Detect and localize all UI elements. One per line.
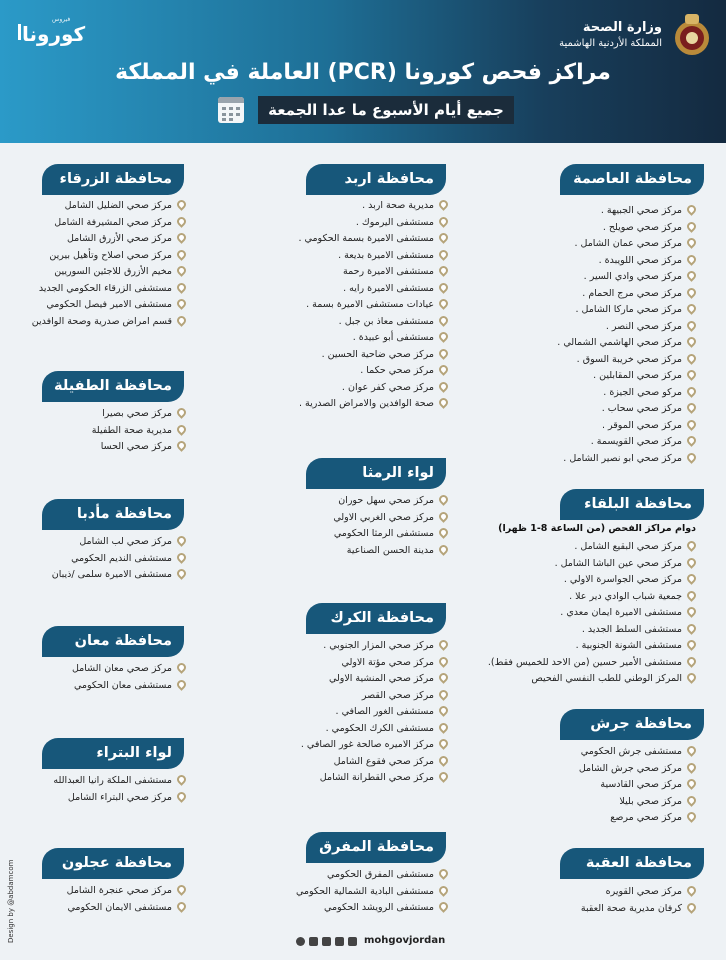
health-center-item [582, 286, 696, 302]
logo-main-text: كورونا [22, 22, 86, 46]
location-pin-icon [685, 451, 698, 464]
health-center-label: مركز صحي المنشية الاولي [328, 673, 434, 684]
health-center-label: مستشفى الغور الصافي . [335, 706, 434, 717]
location-pin-icon [437, 867, 450, 880]
health-center-item [336, 704, 448, 720]
health-center-label: مستشفى الاميرة رحمة [343, 266, 434, 277]
health-center-item [564, 572, 696, 588]
location-pin-icon [175, 551, 188, 564]
health-center-label: مركز صحي جرش الشامل [578, 762, 682, 774]
region-header-karak: محافظة الكرك [306, 603, 446, 634]
health-center-item [322, 347, 448, 363]
health-center-label: مركز صحي الجواسرة الاولي . [563, 574, 682, 585]
health-center-item [72, 661, 186, 677]
health-center-item [338, 248, 448, 264]
region-header-balqa: محافظة البلقاء [560, 489, 704, 520]
health-center-label: مستشفى الرمثا الحكومي [333, 528, 434, 539]
health-center-item [606, 884, 696, 900]
location-pin-icon [175, 264, 188, 277]
health-center-item [343, 281, 448, 297]
health-center-item [329, 671, 448, 687]
location-pin-icon [437, 231, 450, 244]
health-center-item [74, 678, 186, 694]
location-pin-icon [175, 773, 188, 786]
health-center-label: مركز صحي بصيرا [102, 408, 172, 419]
location-pin-icon [175, 281, 188, 294]
location-pin-icon [685, 572, 698, 585]
location-pin-icon [437, 330, 450, 343]
health-center-item [339, 314, 448, 330]
health-center-label: مركز صحي الأزرق الشامل [66, 233, 172, 244]
location-pin-icon [437, 510, 450, 523]
health-center-label: مركز صحي مؤتة الاولي [341, 656, 434, 668]
health-center-label: مستشفى الامير فيصل الحكومي [46, 299, 172, 310]
health-center-label: مركز صحي الموقر . [601, 419, 682, 431]
health-center-label: مستشفى اليرموك . [355, 216, 434, 228]
health-center-item [323, 638, 448, 654]
location-pin-icon [437, 248, 450, 261]
health-center-label: مركز صحي الجبيهة . [600, 205, 682, 216]
region-header-aqaba: محافظة العقبة [560, 848, 704, 879]
header [0, 0, 726, 143]
region-header-ajloun: محافظة عجلون [42, 848, 184, 879]
health-center-item [560, 605, 696, 621]
health-center-label: مركز صحي القويسمة . [590, 436, 682, 447]
health-center-item [600, 777, 696, 793]
health-center-label: صحة الوافدين والامراض الصدرية . [298, 398, 434, 409]
region-header-ramtha: لواء الرمثا [306, 458, 446, 489]
location-pin-icon [175, 661, 188, 674]
location-pin-icon [175, 231, 188, 244]
health-center-label: مستشفى الاميرة رايه . [343, 282, 434, 294]
health-center-item [557, 335, 696, 351]
health-center-label: مركز صحي مرصع [610, 812, 682, 823]
location-pin-icon [437, 543, 450, 556]
location-pin-icon [437, 396, 450, 409]
health-center-label: مركز صحي حكما . [360, 365, 434, 376]
crest-icon [670, 10, 714, 60]
location-pin-icon [685, 539, 698, 552]
health-center-item [71, 551, 186, 567]
health-center-item [53, 773, 186, 789]
health-center-label: مركز صحي المشيرفة الشامل [54, 216, 172, 228]
location-pin-icon [437, 526, 450, 539]
health-center-item [591, 434, 696, 450]
location-pin-icon [437, 688, 450, 701]
health-center-label: مستشفى النديم الحكومي [71, 552, 172, 564]
health-center-label: مستشفى المفرق الحكومي [327, 869, 434, 880]
location-pin-icon [437, 884, 450, 897]
location-pin-icon [685, 655, 698, 668]
subtitle: جميع أيام الأسبوع ما عدا الجمعة [258, 96, 514, 124]
location-pin-icon [437, 638, 450, 651]
health-center-item [619, 794, 696, 810]
health-center-item [67, 231, 186, 247]
region-header-madaba: محافظة مأدبا [42, 499, 184, 530]
health-center-item [67, 883, 186, 899]
region-header-jerash: محافظة جرش [560, 709, 704, 740]
health-center-item [301, 737, 448, 753]
health-center-label: مركز صحي المزار الجنوبي . [323, 640, 434, 651]
health-center-item [39, 281, 186, 297]
web-icon[interactable] [296, 937, 305, 946]
health-center-item [32, 314, 186, 330]
health-center-label: كرفان مديرية صحة العقبة [580, 902, 682, 914]
location-pin-icon [437, 363, 450, 376]
health-center-item [46, 297, 186, 313]
health-center-item [577, 352, 696, 368]
location-pin-icon [685, 385, 698, 398]
health-center-item [606, 319, 696, 335]
health-center-label: مركو صحي الجيزة . [603, 386, 682, 398]
location-pin-icon [685, 901, 698, 914]
health-center-label: مستشفى الشونة الجنوبية . [575, 640, 682, 651]
health-center-label: مستشفى الاميرة بديعة . [338, 249, 434, 261]
health-center-item [334, 526, 448, 542]
health-center-item [569, 589, 696, 605]
health-center-item [584, 269, 696, 285]
logo-small-text: فيروس [52, 16, 71, 23]
location-pin-icon [175, 567, 188, 580]
ministry-name: وزارة الصحة [582, 20, 662, 35]
health-center-label: مستشفى البادية الشمالية الحكومي [295, 885, 434, 897]
twitter-icon[interactable] [322, 937, 331, 946]
health-center-label: مركز صحي عنجرة الشامل [66, 885, 172, 896]
location-pin-icon [685, 589, 698, 602]
health-center-label: مستشفى الاميرة سلمى /ذيبان [51, 569, 172, 580]
location-pin-icon [437, 493, 450, 506]
location-pin-icon [437, 770, 450, 783]
health-center-item [326, 721, 448, 737]
location-pin-icon [685, 253, 698, 266]
health-center-label: مركز صحي البتراء الشامل [67, 791, 172, 803]
location-pin-icon [175, 790, 188, 803]
location-pin-icon [685, 671, 698, 684]
health-center-item [65, 198, 186, 214]
health-center-label: مركز صحي القطرانة الشامل [319, 772, 434, 783]
health-center-item [79, 534, 186, 550]
health-center-label: مركز صحي اللويبدة . [598, 254, 682, 266]
location-pin-icon [437, 704, 450, 717]
location-pin-icon [437, 198, 450, 211]
health-center-label: مستشفى الزرقاء الحكومي الجديد [38, 282, 172, 294]
instagram-icon[interactable] [335, 937, 344, 946]
health-center-label: مستشفى معان الحكومي [73, 679, 172, 691]
location-pin-icon [685, 352, 698, 365]
health-center-label: مركز صحي الهاشمي الشمالي . [557, 337, 682, 348]
health-center-item [342, 380, 448, 396]
location-pin-icon [175, 198, 188, 211]
location-pin-icon [685, 761, 698, 774]
location-pin-icon [685, 236, 698, 249]
location-pin-icon [685, 622, 698, 635]
location-pin-icon [437, 721, 450, 734]
location-pin-icon [685, 556, 698, 569]
health-center-item [54, 215, 186, 231]
region-header-petra: لواء البتراء [42, 738, 184, 769]
health-center-label: مركز صحي عمان الشامل . [574, 238, 682, 249]
health-center-item [49, 248, 186, 264]
location-pin-icon [175, 439, 188, 452]
health-center-item [574, 539, 696, 555]
balqa-hours-note: دوام مراكز الفحص (من الساعة 8-1 ظهرا) [498, 523, 696, 534]
health-center-label: مستشفى الاميرة ايمان معدي . [560, 607, 682, 618]
health-center-label: مركز صحي سهل حوران [338, 495, 434, 506]
location-pin-icon [685, 203, 698, 216]
location-pin-icon [437, 314, 450, 327]
location-pin-icon [175, 297, 188, 310]
health-center-item [581, 744, 696, 760]
location-pin-icon [685, 286, 698, 299]
health-center-item [52, 567, 186, 583]
location-pin-icon [685, 319, 698, 332]
health-center-item [593, 368, 696, 384]
health-center-label: مستشفى أبو عبيدة . [352, 332, 434, 343]
health-center-item [602, 418, 696, 434]
health-center-label: مركز صحي ضاحية الحسين . [321, 348, 434, 360]
region-header-irbid: محافظة اربد [306, 164, 446, 195]
health-center-label: مركز صحي المقابلين . [593, 370, 682, 381]
health-center-label: مركز صحي كفر عوان . [341, 381, 434, 393]
subtitle-block [218, 96, 514, 124]
health-center-label: مستشفى السلط الجديد . [581, 623, 682, 635]
health-center-item [54, 264, 186, 280]
region-header-mafraq: محافظة المفرق [306, 832, 446, 863]
region-header-tafila: محافظة الطفيلة [42, 371, 184, 402]
health-center-label: مركز صحي فقوع الشامل [333, 755, 434, 767]
health-center-item [599, 253, 696, 269]
location-pin-icon [437, 297, 450, 310]
health-center-item [563, 451, 696, 467]
health-center-label: مركز صحي الضليل الشامل [64, 200, 172, 211]
health-center-label: مستشفى الايمان الحكومي [67, 901, 172, 913]
location-pin-icon [175, 900, 188, 913]
location-pin-icon [175, 883, 188, 896]
health-center-label: مركز صحي القصر [361, 689, 434, 701]
health-center-item [334, 754, 448, 770]
health-center-label: مركز صحي ماركا الشامل . [575, 304, 682, 315]
location-pin-icon [685, 335, 698, 348]
health-center-item [338, 493, 448, 509]
location-pin-icon [175, 314, 188, 327]
design-credit: Design by @abdamcom [7, 859, 15, 943]
health-center-label: مستشفى معاذ بن جبل . [338, 315, 434, 327]
health-center-label: مركز صحي النصر . [605, 320, 682, 332]
health-center-label: مركز صحي مرج الحمام . [582, 287, 682, 299]
health-center-item [68, 790, 186, 806]
health-center-item [299, 396, 448, 412]
health-center-label: مركز صحي الحسا [100, 441, 172, 452]
health-center-label: عيادات مستشفى الاميرة بسمة . [306, 299, 434, 310]
health-center-item [555, 556, 696, 572]
health-center-item [362, 198, 448, 214]
location-pin-icon [685, 368, 698, 381]
location-pin-icon [685, 418, 698, 431]
health-center-item [362, 688, 448, 704]
location-pin-icon [437, 655, 450, 668]
health-center-label: مركز صحي القادسية [600, 779, 682, 790]
health-center-label: مركز صحي عين الباشا الشامل . [554, 557, 682, 569]
social-handle[interactable]: mohgovjordan [364, 935, 446, 946]
health-center-label: مركز صحي اصلاح وتأهيل بيرين [49, 249, 172, 261]
health-center-item [574, 236, 696, 252]
region-header-asima: محافظة العاصمة [560, 164, 704, 195]
health-center-item [579, 761, 696, 777]
health-center-item [92, 423, 186, 439]
health-center-item [602, 401, 696, 417]
location-pin-icon [685, 401, 698, 414]
location-pin-icon [685, 220, 698, 233]
location-pin-icon [685, 794, 698, 807]
ministry-block [504, 10, 714, 62]
location-pin-icon [175, 406, 188, 419]
health-center-label: مستشفى الرويشد الحكومي [324, 902, 434, 913]
health-center-item [101, 439, 186, 455]
health-center-item [531, 671, 696, 687]
health-center-label: مديرية صحة اربد . [362, 200, 434, 211]
location-pin-icon [685, 269, 698, 282]
health-center-item [299, 231, 449, 247]
page-title: مراكز فحص كورونا (PCR) العاملة في المملكة [115, 60, 611, 85]
location-pin-icon [437, 380, 450, 393]
health-center-label: مستشفى جرش الحكومي [580, 746, 682, 757]
corona-logo [18, 14, 86, 46]
health-center-item [603, 220, 696, 236]
youtube-icon[interactable] [348, 937, 357, 946]
location-pin-icon [175, 423, 188, 436]
location-pin-icon [175, 248, 188, 261]
health-center-label: مركز صحي صويلح . [602, 221, 682, 233]
health-center-label: مركز صحي الغربي الاولي [333, 511, 434, 523]
calendar-icon [218, 97, 244, 123]
health-center-item [582, 622, 696, 638]
location-pin-icon [437, 671, 450, 684]
health-center-label: مركز صحي القويره [605, 886, 682, 897]
location-pin-icon [685, 884, 698, 897]
health-center-label: مركز الاميره صالحة غور الصافي . [300, 739, 434, 750]
footer [294, 934, 444, 950]
health-center-item [601, 203, 696, 219]
health-center-item [296, 884, 448, 900]
health-center-label: مخيم الأزرق للاجئين السوريين [54, 266, 172, 277]
health-center-item [347, 543, 448, 559]
health-center-label: مركز صحي لب الشامل [79, 536, 172, 547]
health-center-label: المركز الوطني للطب النفسي الفحيص [531, 673, 682, 684]
location-pin-icon [437, 900, 450, 913]
health-center-label: مركز صحي البقيع الشامل . [574, 541, 682, 552]
location-pin-icon [685, 638, 698, 651]
health-center-item [488, 655, 696, 671]
region-header-maan: محافظة معان [42, 626, 184, 657]
health-center-label: مستشفى الاميرة بسمة الحكومي . [298, 233, 434, 244]
health-center-item [342, 655, 448, 671]
health-center-label: مركز صحي ابو نصير الشامل . [563, 452, 682, 464]
location-pin-icon [685, 302, 698, 315]
location-pin-icon [685, 744, 698, 757]
health-center-item [327, 867, 448, 883]
location-pin-icon [685, 810, 698, 823]
health-center-item [343, 264, 448, 280]
location-pin-icon [175, 215, 188, 228]
health-center-item [610, 810, 696, 826]
health-center-item [67, 900, 186, 916]
health-center-label: جمعية شباب الوادي دير علا . [569, 590, 682, 602]
location-pin-icon [437, 281, 450, 294]
location-pin-icon [437, 264, 450, 277]
health-center-label: مدينة الحسن الصناعية [346, 544, 434, 556]
location-pin-icon [437, 754, 450, 767]
health-center-item [576, 302, 697, 318]
location-pin-icon [175, 534, 188, 547]
health-center-label: مستشفى الكرك الحكومي . [325, 722, 434, 734]
health-center-label: مستشفى الأمير حسين (من الاحد للخميس فقط). [487, 656, 682, 668]
health-center-label: مديرية صحة الطفيلة [91, 424, 172, 436]
location-pin-icon [437, 347, 450, 360]
health-center-item [576, 638, 696, 654]
health-center-label: مركز صحي سحاب . [601, 403, 682, 414]
health-center-item [333, 510, 448, 526]
location-pin-icon [437, 737, 450, 750]
health-center-item [102, 406, 186, 422]
health-center-item [581, 901, 696, 917]
health-center-label: مركز صحي معان الشامل [71, 663, 172, 674]
region-header-zarqa: محافظة الزرقاء [42, 164, 184, 195]
health-center-label: مركز صحي خريبة السوق . [576, 353, 682, 365]
health-center-label: مركز صحي بليلا [619, 795, 682, 807]
location-pin-icon [437, 215, 450, 228]
health-center-item [603, 385, 696, 401]
location-pin-icon [175, 678, 188, 691]
health-center-item [356, 215, 448, 231]
health-center-item [306, 297, 448, 313]
health-center-item [360, 363, 448, 379]
health-center-label: مستشفى الملكة رانيا العبدالله [53, 775, 172, 786]
kingdom-name: المملكة الأردنية الهاشمية [559, 38, 662, 49]
location-pin-icon [685, 605, 698, 618]
location-pin-icon [685, 777, 698, 790]
health-center-label: قسم امراض صدرية وصحة الوافدين [31, 315, 172, 327]
health-center-item [353, 330, 448, 346]
health-center-item [324, 900, 448, 916]
health-center-label: مركز صحي وادي السير . [583, 271, 682, 282]
health-center-item [320, 770, 448, 786]
facebook-icon[interactable] [309, 937, 318, 946]
location-pin-icon [685, 434, 698, 447]
